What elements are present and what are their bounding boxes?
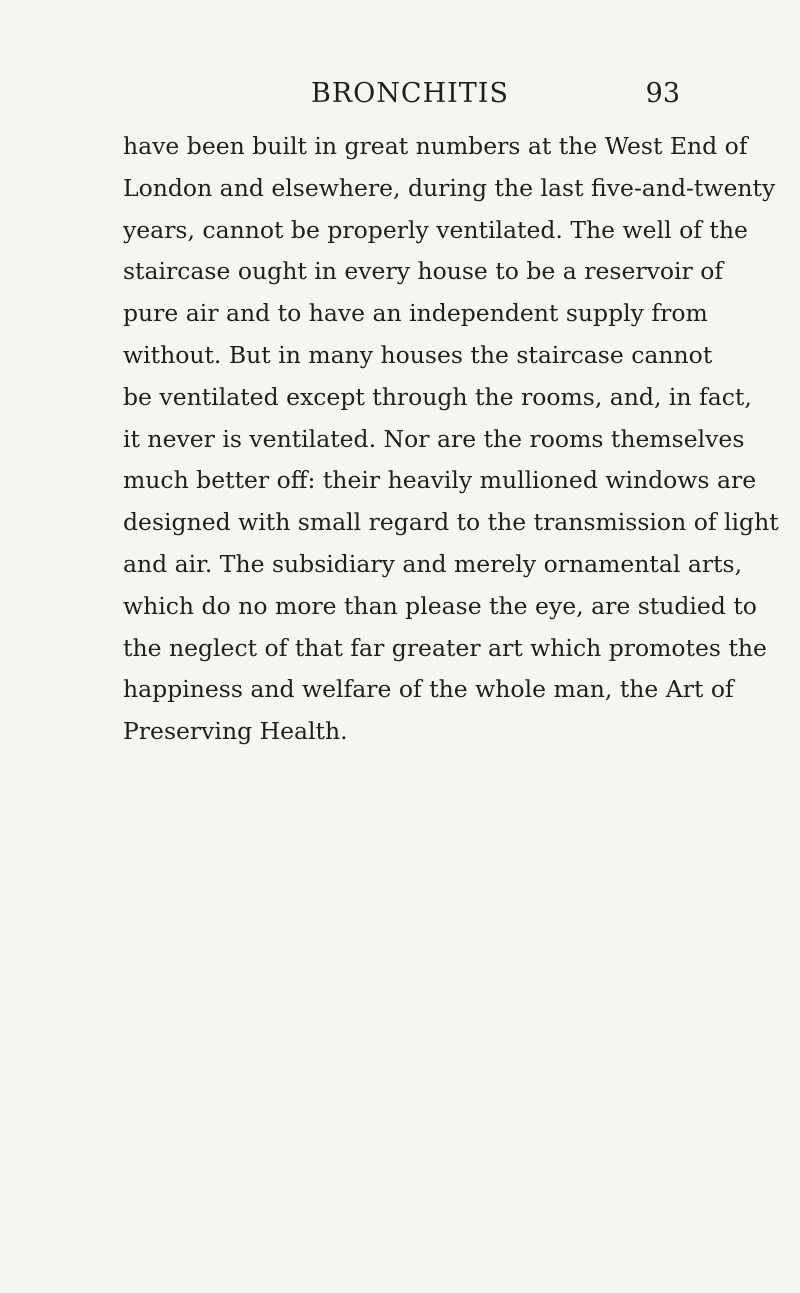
- text-line: much better off: their heavily mullioned windows are: [123, 466, 757, 495]
- text-line: London and elsewhere, during the last five-and-twenty: [123, 173, 776, 202]
- text-line: which do no more than please the eye, are studied to: [123, 591, 757, 620]
- text-line: the neglect of that far greater art which promotes the: [123, 633, 767, 662]
- page-number: 93: [645, 78, 680, 109]
- running-title: BRONCHITIS: [311, 78, 509, 109]
- text-line: have been built in great numbers at the West End of: [123, 132, 748, 160]
- text-line: it never is ventilated. Nor are the rooms themselves: [123, 424, 745, 453]
- text-line: pure air and to have an independent supply from: [123, 299, 708, 328]
- body-paragraph: [123, 126, 779, 753]
- text-line: staircase ought in every house to be a reservoir of: [123, 257, 724, 286]
- text-line: be ventilated except through the rooms, and, in fact,: [123, 382, 752, 411]
- text-line: without. But in many houses the staircase cannot: [123, 340, 713, 369]
- text-line: happiness and welfare of the whole man, the Art of: [123, 675, 734, 704]
- text-line: and air. The subsidiary and merely ornamental arts,: [123, 549, 743, 578]
- text-line: years, cannot be properly ventilated. The well of the: [123, 215, 748, 244]
- text-line: Preserving Health.: [123, 717, 348, 746]
- running-header: [0, 78, 800, 114]
- text-line: designed with small regard to the transmission of light: [123, 508, 779, 537]
